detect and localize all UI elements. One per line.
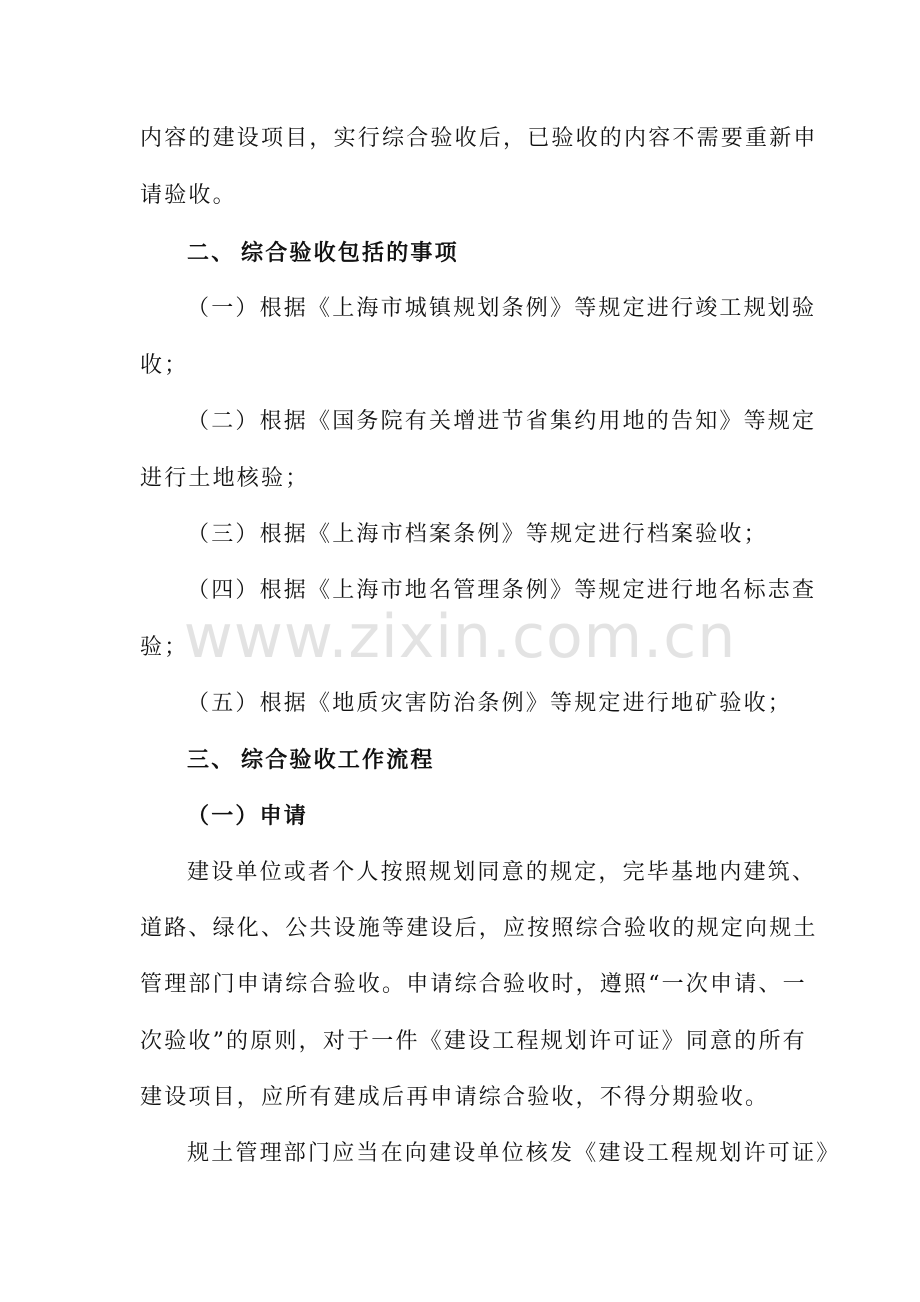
paragraph-line: 请验收。 <box>140 183 237 208</box>
list-item-line: （一）根据《上海市城镇规划条例》等规定进行竣工规划验 <box>187 296 817 321</box>
paragraph-line: 规土管理部门应当在向建设单位核发《建设工程规划许可证》 <box>187 1141 841 1166</box>
section-number: 二、 <box>187 240 236 266</box>
list-item-line: 收； <box>140 353 189 378</box>
paragraph-line: 建设单位或者个人按照规划同意的规定，完毕基地内建筑、 <box>187 860 817 885</box>
list-item-line: （二）根据《国务院有关增进节省集约用地的告知》等规定 <box>187 409 817 434</box>
paragraph-line: 管理部门申请综合验收。申请综合验收时，遵照“一次申请、一 <box>140 972 807 997</box>
list-item-line: （三）根据《上海市档案条例》等规定进行档案验收； <box>187 522 768 547</box>
paragraph-line: 次验收”的原则，对于一件《建设工程规划许可证》同意的所有 <box>140 1029 807 1054</box>
section-number: 三、 <box>187 747 236 773</box>
subheading: （一）申请 <box>187 803 309 829</box>
list-item-line: （五）根据《地质灾害防治条例》等规定进行地矿验收； <box>187 691 793 716</box>
paragraph-line: 建设项目，应所有建成后再申请综合验收，不得分期验收。 <box>140 1085 770 1110</box>
paragraph-line: 内容的建设项目，实行综合验收后，已验收的内容不需要重新申 <box>140 126 818 151</box>
section-title: 综合验收包括的事项 <box>241 240 459 266</box>
list-item-line: （四）根据《上海市地名管理条例》等规定进行地名标志查 <box>187 578 817 603</box>
list-item-line: 进行土地核验； <box>140 466 310 491</box>
section-heading-3 <box>187 745 435 775</box>
paragraph-line: 道路、绿化、公共设施等建设后，应按照综合验收的规定向规土 <box>140 916 818 941</box>
section-title: 综合验收工作流程 <box>241 747 435 773</box>
watermark: www.zixin.com.cn <box>183 602 737 672</box>
section-heading-2 <box>187 238 459 268</box>
list-item-line: 验； <box>140 635 189 660</box>
